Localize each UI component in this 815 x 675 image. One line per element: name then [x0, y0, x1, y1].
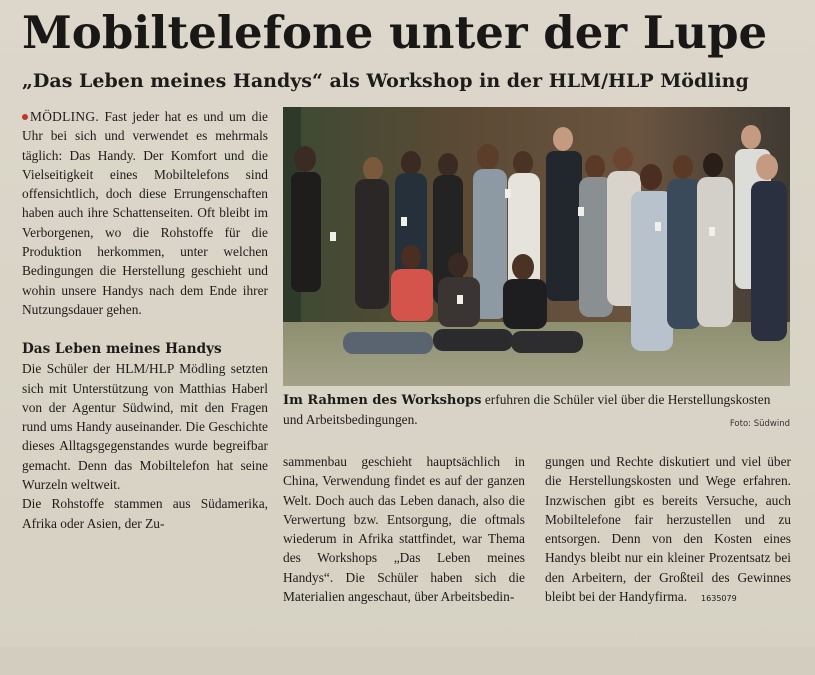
- caption-text: erfuhren die Schüler viel über die Herstellungskosten und Arbeitsbedingungen.: [283, 392, 771, 427]
- photo-caption: [283, 390, 790, 429]
- text-column-left: [22, 107, 268, 533]
- group-photo: [283, 107, 790, 386]
- body-text-end: gungen und Rechte diskutiert und viel über die Herstellungskosten und Wege erfahren. Inzwischen gibt es bereits Versuche, auch Mobiltelefone fair herzustellen und zu entsorgen. Denn von den Kosten eines Handys bleibt nur ein kleiner Prozentsatz bei den Arbeitern, der Großteil des Gewinnes bleibt bei der Handyfirma.: [545, 454, 791, 605]
- page-bottom-margin: [0, 647, 815, 675]
- text-column-right: [545, 452, 791, 608]
- intro-text: Fast jeder hat es und um die Uhr bei sich und verwendet es mehrmals täglich: Das Handy. Der Komfort und die Vielseitigkeit eines Mobiltelefons sind offensichtlich, doch diese Errungenschaften haben auch ihre Schattenseiten. Oft bleibt im Verborgenen, wo die Rohstoffe für die Produktion herkommen, unter welchen Bedingungen die Herstellung geschieht und wohin unsere Handys nach dem Ende ihrer Nutzungsdauer gehen.: [22, 109, 268, 317]
- group-photo-image: [283, 107, 790, 386]
- body-paragraph-4: [545, 452, 791, 608]
- body-paragraph-1: Die Schüler der HLM/HLP Mödling setzten sich mit Unterstützung von Matthias Haberl von der Agentur Südwind, mit den Fragen rund ums Handy auseinander. Die Geschichte dieses Alltagsgegenstandes wurde begreifbar gemacht. Denn das Mobiltelefon hat seine Wurzeln weltweit.: [22, 361, 268, 493]
- dateline-marker-icon: [22, 114, 28, 120]
- caption-lead: Im Rahmen des Workshops: [283, 393, 482, 408]
- subheadline: „Das Leben meines Handys“ als Workshop in der HLM/HLP Mödling: [22, 70, 749, 92]
- text-column-middle: [283, 452, 525, 606]
- article-code: 1635079: [701, 594, 737, 604]
- intro-paragraph: [22, 107, 268, 319]
- body-paragraph-2: Die Rohstoffe stammen aus Südamerika, Afrika oder Asien, der Zu-: [22, 496, 268, 531]
- photo-credit: Foto: Südwind: [729, 419, 790, 429]
- body-paragraph-3: sammenbau geschieht hauptsächlich in China, Verwendung findet es auf der ganzen Welt. Doch auch das Leben danach, also die Verwertung bzw. Entsorgung, die oftmals wiederum in Afrika stattfindet, war Thema des Workshops „Das Leben meines Handys“. Die Schüler haben sich die Materialien angeschaut, über Arbeitsbedin-: [283, 454, 525, 605]
- dateline: MÖDLING.: [30, 109, 99, 124]
- section-heading: Das Leben meines Handys: [22, 341, 222, 358]
- headline: Mobiltelefone unter der Lupe: [22, 6, 768, 59]
